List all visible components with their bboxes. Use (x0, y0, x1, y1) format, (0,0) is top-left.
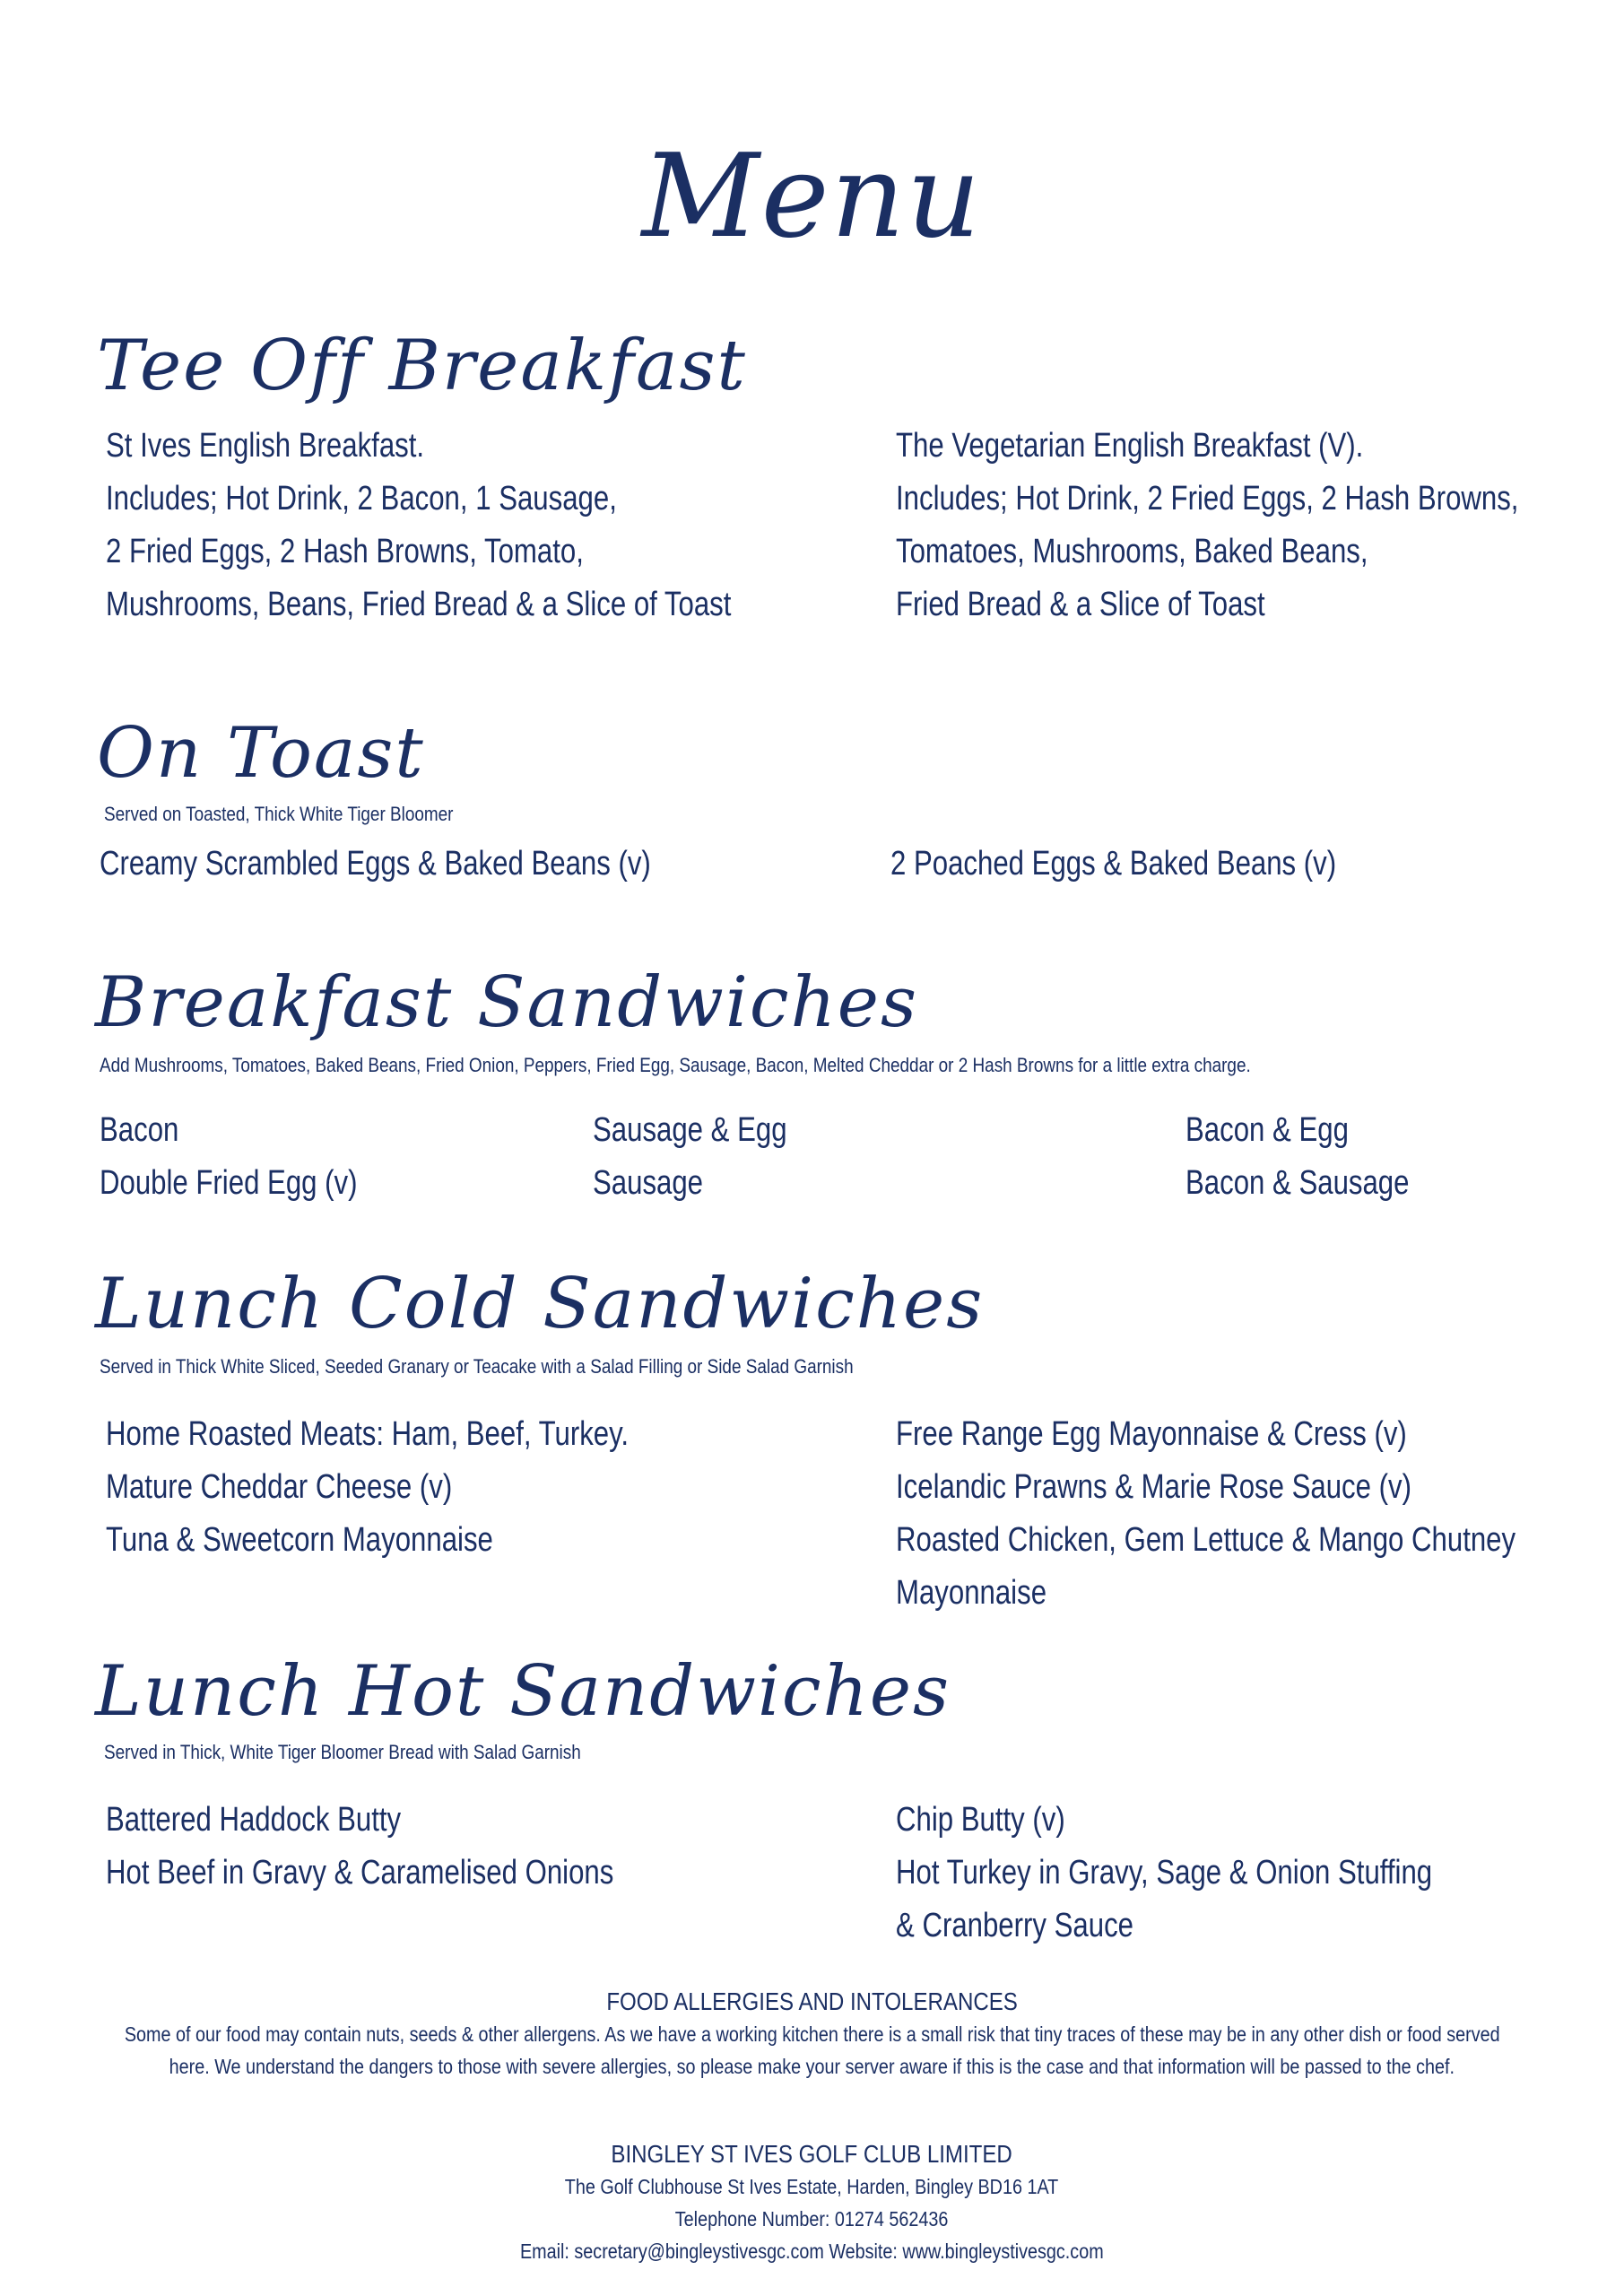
allergy-notice (0, 1986, 1624, 2083)
breakfast-sandwiches-note: Add Mushrooms, Tomatoes, Baked Beans, Fried Onion, Peppers, Fried Egg, Sausage, Bacon, Melted Cheddar or 2 Hash Browns for a little extra charge. (100, 1054, 1251, 1076)
lunch-hot-left-column (106, 1794, 613, 1900)
lunch-cold-right-column (896, 1408, 1515, 1620)
tee-off-right-column (896, 420, 1518, 631)
menu-item-line: Hot Turkey in Gravy, Sage & Onion Stuffing (896, 1854, 1433, 1892)
menu-item-line: Chip Butty (v) (896, 1801, 1065, 1839)
menu-item-line: Tomatoes, Mushrooms, Baked Beans, (896, 533, 1368, 570)
menu-item-line: Icelandic Prawns & Marie Rose Sauce (v) (896, 1468, 1411, 1506)
menu-item-line: 2 Fried Eggs, 2 Hash Browns, Tomato, (106, 533, 584, 570)
lunch-cold-left-column (106, 1408, 629, 1567)
breakfast-sandwiches-column-2 (593, 1104, 787, 1210)
allergy-text-line: Some of our food may contain nuts, seeds & other allergens. As we have a working kitchen there is a small risk that tiny traces of these may be in any other dish or food served (124, 2022, 1500, 2046)
club-address: The Golf Clubhouse St Ives Estate, Harden, Bingley BD16 1AT (565, 2175, 1059, 2198)
menu-item-line: Mature Cheddar Cheese (v) (106, 1468, 453, 1506)
club-contact: Email: secretary@bingleystivesgc.com Website: www.bingleystivesgc.com (520, 2239, 1104, 2263)
section-heading-lunch-hot-sandwiches: Lunch Hot Sandwiches (95, 1651, 951, 1732)
menu-item-line: The Vegetarian English Breakfast (V). (896, 427, 1364, 465)
menu-item-line: Hot Beef in Gravy & Caramelised Onions (106, 1854, 614, 1892)
menu-item-line: St Ives English Breakfast. (106, 427, 425, 465)
section-heading-lunch-cold-sandwiches: Lunch Cold Sandwiches (95, 1264, 985, 1344)
menu-title: Menu (641, 130, 983, 264)
lunch-cold-note: Served in Thick White Sliced, Seeded Granary or Teacake with a Salad Filling or Side Salad Garnish (100, 1355, 854, 1378)
menu-item-line: & Cranberry Sauce (896, 1907, 1133, 1944)
club-footer (0, 2138, 1624, 2267)
section-heading-tee-off-breakfast: Tee Off Breakfast (97, 326, 747, 406)
menu-item-line: 2 Poached Eggs & Baked Beans (v) (890, 845, 1337, 883)
menu-item-line: Includes; Hot Drink, 2 Fried Eggs, 2 Hash Browns, (896, 480, 1519, 517)
menu-item-line: Double Fried Egg (v) (100, 1164, 358, 1202)
section-heading-on-toast: On Toast (97, 713, 425, 794)
lunch-hot-right-column (896, 1794, 1432, 1952)
menu-item-line: Includes; Hot Drink, 2 Bacon, 1 Sausage, (106, 480, 617, 517)
on-toast-left-column (100, 838, 651, 891)
allergy-title: FOOD ALLERGIES AND INTOLERANCES (606, 1987, 1018, 2015)
menu-item-line: Creamy Scrambled Eggs & Baked Beans (v) (100, 845, 651, 883)
menu-item-line: Fried Bread & a Slice of Toast (896, 586, 1265, 623)
club-name: BINGLEY ST IVES GOLF CLUB LIMITED (611, 2140, 1013, 2168)
menu-item-line: Mayonnaise (896, 1574, 1047, 1612)
club-telephone: Telephone Number: 01274 562436 (675, 2207, 949, 2231)
menu-item-line: Roasted Chicken, Gem Lettuce & Mango Chutney (896, 1521, 1516, 1559)
menu-item-line: Mushrooms, Beans, Fried Bread & a Slice of Toast (106, 586, 732, 623)
menu-item-line: Bacon & Sausage (1185, 1164, 1410, 1202)
lunch-hot-note: Served in Thick, White Tiger Bloomer Bread with Salad Garnish (104, 1741, 581, 1763)
menu-item-line: Bacon (100, 1111, 179, 1149)
breakfast-sandwiches-column-3 (1185, 1104, 1409, 1210)
menu-item-line: Tuna & Sweetcorn Mayonnaise (106, 1521, 493, 1559)
on-toast-right-column (890, 838, 1336, 891)
menu-item-line: Bacon & Egg (1185, 1111, 1349, 1149)
menu-item-line: Sausage & Egg (593, 1111, 787, 1149)
tee-off-left-column (106, 420, 731, 631)
breakfast-sandwiches-column-1 (100, 1104, 357, 1210)
section-heading-breakfast-sandwiches: Breakfast Sandwiches (95, 962, 918, 1043)
menu-item-line: Home Roasted Meats: Ham, Beef, Turkey. (106, 1415, 630, 1453)
menu-item-line: Free Range Egg Mayonnaise & Cress (v) (896, 1415, 1407, 1453)
on-toast-note: Served on Toasted, Thick White Tiger Bloomer (104, 803, 454, 825)
menu-item-line: Sausage (593, 1164, 704, 1202)
menu-item-line: Battered Haddock Butty (106, 1801, 402, 1839)
allergy-text-line: here. We understand the dangers to those with severe allergies, so please make your server aware if this is the case and that information will be passed to the chef. (169, 2055, 1455, 2078)
